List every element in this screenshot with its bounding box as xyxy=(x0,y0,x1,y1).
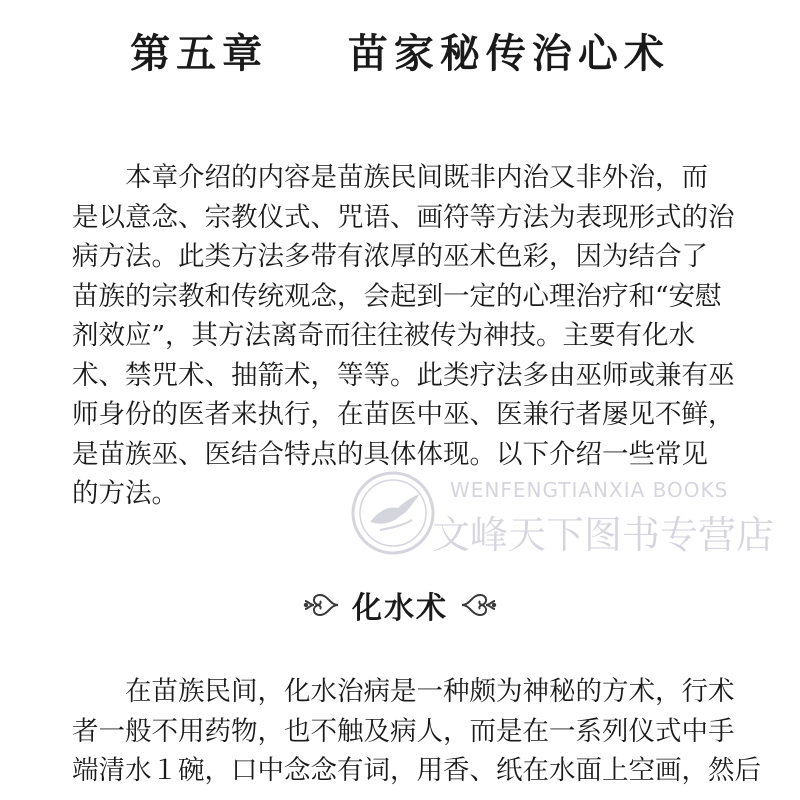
paragraph-line: 剂效应”，其方法离奇而往往被传为神技。主要有化水 xyxy=(72,320,696,351)
section-title: 化水术 xyxy=(352,591,448,626)
chapter-title: 第五章 苗家秘传治心术 xyxy=(130,30,670,77)
section-heading xyxy=(0,581,800,629)
left-ornament-icon xyxy=(302,585,342,625)
paragraph-line: 苗族的宗教和传统观念，会起到一定的心理治疗和“安慰 xyxy=(72,280,722,312)
paragraph-line: 者一般不用药物，也不触及病人，而是在一系列仪式中手 xyxy=(72,715,735,747)
paragraph-line: 在苗族民间，化水治病是一种颇为神秘的方术，行术 xyxy=(125,676,735,707)
section-paragraph xyxy=(72,672,761,791)
paragraph-line: 师身份的医者来执行，在苗医中巫、医兼行者屡见不鲜， xyxy=(72,399,735,430)
paragraph-line: 是以意念、宗教仪式、咒语、画符等方法为表现形式的治 xyxy=(72,201,735,233)
watermark-english: WENFENGTIANXIA BOOKS xyxy=(450,478,729,502)
paragraph-line: 术、禁咒术、抽箭术，等等。此类疗法多由巫师或兼有巫 xyxy=(72,359,735,391)
right-ornament-icon xyxy=(458,585,498,625)
paragraph-line: 病方法。此类方法多带有浓厚的巫术色彩，因为结合了 xyxy=(72,241,708,272)
intro-paragraph xyxy=(72,158,735,514)
paragraph-line: 的方法。 xyxy=(72,478,178,509)
paragraph-line: 本章介绍的内容是苗族民间既非内治又非外治，而 xyxy=(125,162,708,193)
paragraph-line: 端清水１碗，口中念念有词，用香、纸在水面上空画，然后 xyxy=(72,755,761,786)
watermark-chinese: 文峰天下图书专营店 xyxy=(432,513,775,557)
paragraph-line: 是苗族巫、医结合特点的具体体现。以下介绍一些常见 xyxy=(72,438,708,470)
